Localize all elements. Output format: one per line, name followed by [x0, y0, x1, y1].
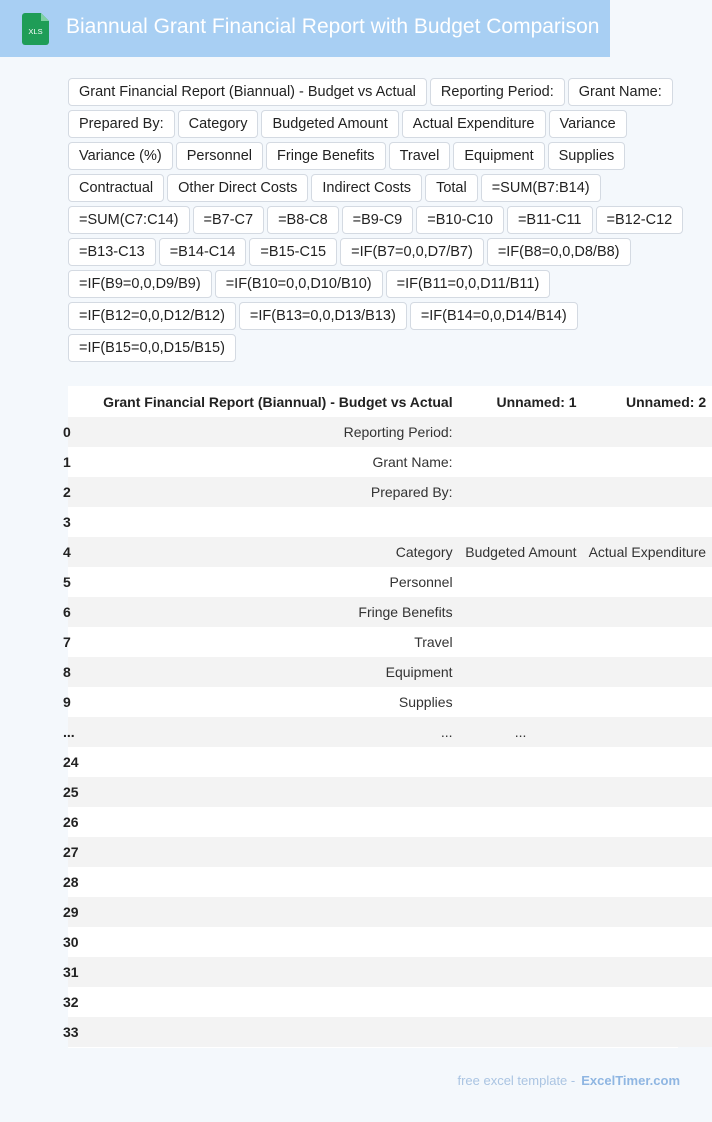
table-row — [68, 657, 712, 687]
tag-chip[interactable]: =IF(B13=0,0,D13/B13) — [239, 302, 407, 330]
table-cell[interactable] — [583, 1017, 712, 1047]
table-cell[interactable] — [79, 747, 459, 777]
tag-chip[interactable]: Grant Financial Report (Biannual) - Budget vs Actual — [68, 78, 427, 106]
row-index-label: 30 — [63, 934, 79, 950]
table-cell[interactable] — [583, 417, 712, 447]
table-cell[interactable]: ... — [459, 717, 583, 747]
table-row — [68, 987, 712, 1017]
table-row — [68, 627, 712, 657]
tag-chip[interactable]: Indirect Costs — [311, 174, 422, 202]
table-row — [68, 957, 712, 987]
table-header-row — [68, 386, 712, 417]
row-index — [63, 1017, 79, 1047]
table-cell[interactable] — [79, 897, 459, 927]
tag-chip[interactable]: =SUM(B7:B14) — [481, 174, 601, 202]
table-cell[interactable] — [459, 657, 583, 687]
table-cell[interactable]: Category — [79, 537, 459, 567]
tag-chip[interactable]: Prepared By: — [68, 110, 175, 138]
row-index — [63, 957, 79, 987]
tag-chip[interactable]: Travel — [389, 142, 451, 170]
table-row — [68, 567, 712, 597]
row-index-label: 28 — [63, 874, 79, 890]
row-index — [63, 657, 79, 687]
table-cell[interactable] — [583, 837, 712, 867]
table-cell[interactable] — [583, 687, 712, 717]
row-index-label: 2 — [63, 484, 71, 500]
table-cell[interactable] — [459, 807, 583, 837]
row-index — [63, 867, 79, 897]
table-cell[interactable] — [583, 627, 712, 657]
table-cell[interactable] — [583, 477, 712, 507]
table-cell[interactable] — [79, 777, 459, 807]
table-cell[interactable] — [583, 447, 712, 477]
footer-brand-link[interactable]: ExcelTimer.com — [581, 1073, 680, 1088]
table-cell[interactable]: Budgeted Amount — [459, 537, 583, 567]
row-index-label: 27 — [63, 844, 79, 860]
table-cell[interactable] — [583, 657, 712, 687]
row-index — [63, 567, 79, 597]
tag-chip[interactable]: =B12-C12 — [596, 206, 684, 234]
row-index — [63, 537, 79, 567]
table-cell[interactable] — [459, 597, 583, 627]
table-cell[interactable] — [79, 957, 459, 987]
table-cell[interactable]: Personnel — [79, 567, 459, 597]
footer — [457, 1073, 680, 1088]
table-row — [68, 537, 712, 567]
table-row — [68, 927, 712, 957]
row-index — [63, 477, 79, 507]
tag-chip[interactable]: =B11-C11 — [507, 206, 593, 234]
row-index-label: 9 — [63, 694, 71, 710]
data-table-container[interactable] — [63, 386, 707, 1048]
table-cell[interactable] — [583, 567, 712, 597]
tag-chip[interactable]: Category — [178, 110, 259, 138]
row-index — [63, 687, 79, 717]
tag-chip[interactable]: Fringe Benefits — [266, 142, 386, 170]
excel-file-icon — [22, 13, 49, 45]
table-cell[interactable] — [79, 807, 459, 837]
table-cell[interactable] — [583, 927, 712, 957]
table-cell[interactable] — [583, 747, 712, 777]
table-cell[interactable] — [459, 747, 583, 777]
row-index — [63, 807, 79, 837]
tag-chip[interactable]: =B8-C8 — [267, 206, 339, 234]
table-cell[interactable]: Fringe Benefits — [79, 597, 459, 627]
table-cell[interactable] — [79, 1017, 459, 1047]
table-cell[interactable] — [459, 927, 583, 957]
row-index-label: 26 — [63, 814, 79, 830]
row-index-label: 25 — [63, 784, 79, 800]
column-header[interactable]: Unnamed: 1 — [459, 386, 583, 417]
table-cell[interactable]: Actual Expenditure — [583, 537, 712, 567]
row-index — [63, 837, 79, 867]
table-cell[interactable] — [459, 957, 583, 987]
tag-chip[interactable]: =B14-C14 — [159, 238, 247, 266]
table-body — [63, 417, 712, 1047]
tag-chip[interactable]: =IF(B7=0,0,D7/B7) — [340, 238, 484, 266]
tag-chip[interactable]: =IF(B9=0,0,D9/B9) — [68, 270, 212, 298]
data-table — [63, 386, 712, 1047]
column-header[interactable]: Unnamed: 2 — [583, 386, 712, 417]
tag-chip[interactable]: Variance — [549, 110, 627, 138]
tag-chip[interactable]: Variance (%) — [68, 142, 173, 170]
row-index-label: ... — [63, 724, 75, 740]
table-row — [68, 867, 712, 897]
column-header[interactable]: Grant Financial Report (Biannual) - Budget vs Actual — [79, 386, 459, 417]
tag-chip[interactable]: =IF(B15=0,0,D15/B15) — [68, 334, 236, 362]
table-cell[interactable] — [583, 987, 712, 1017]
tag-chip[interactable]: =SUM(C7:C14) — [68, 206, 190, 234]
table-cell[interactable] — [459, 447, 583, 477]
table-cell[interactable] — [459, 897, 583, 927]
tag-chip[interactable]: =IF(B8=0,0,D8/B8) — [487, 238, 631, 266]
table-cell[interactable] — [459, 777, 583, 807]
row-index — [63, 987, 79, 1017]
table-row — [68, 1017, 712, 1047]
row-index-label: 6 — [63, 604, 71, 620]
row-index-label: 4 — [63, 544, 71, 560]
table-cell[interactable] — [459, 867, 583, 897]
row-index-label: 29 — [63, 904, 79, 920]
row-index-label: 31 — [63, 964, 79, 980]
tag-chip[interactable]: Grant Name: — [568, 78, 673, 106]
row-index — [63, 777, 79, 807]
tag-chip[interactable]: Supplies — [548, 142, 626, 170]
tag-chip[interactable]: =B9-C9 — [342, 206, 414, 234]
tag-chip[interactable]: =B7-C7 — [193, 206, 265, 234]
row-index-label: 0 — [63, 424, 71, 440]
row-index-label: 33 — [63, 1024, 79, 1040]
row-index — [63, 597, 79, 627]
footer-text: free excel template - — [457, 1073, 576, 1088]
table-cell[interactable] — [79, 867, 459, 897]
table-cell[interactable] — [583, 957, 712, 987]
tag-chip[interactable]: =IF(B12=0,0,D12/B12) — [68, 302, 236, 330]
tag-list — [68, 78, 688, 362]
page-header — [0, 0, 610, 57]
table-cell[interactable] — [79, 927, 459, 957]
tag-chip[interactable]: =IF(B11=0,0,D11/B11) — [386, 270, 551, 298]
table-cell[interactable] — [459, 477, 583, 507]
tag-chip[interactable]: =IF(B14=0,0,D14/B14) — [410, 302, 578, 330]
row-index — [63, 897, 79, 927]
table-row — [68, 477, 712, 507]
table-cell[interactable] — [459, 417, 583, 447]
table-row — [68, 717, 712, 747]
table-row — [68, 897, 712, 927]
table-row — [68, 837, 712, 867]
table-cell[interactable]: ... — [79, 717, 459, 747]
table-row — [68, 807, 712, 837]
row-index — [63, 627, 79, 657]
table-cell[interactable]: Prepared By: — [79, 477, 459, 507]
table-cell[interactable]: Supplies — [79, 687, 459, 717]
row-index-label: 5 — [63, 574, 71, 590]
row-index-label: 3 — [63, 514, 71, 530]
table-cell[interactable] — [79, 507, 459, 537]
table-row — [68, 417, 712, 447]
table-row — [68, 687, 712, 717]
tag-chip[interactable]: Actual Expenditure — [402, 110, 546, 138]
tag-chip[interactable]: Total — [425, 174, 478, 202]
tag-chip[interactable]: Contractual — [68, 174, 164, 202]
tag-chip[interactable]: Personnel — [176, 142, 263, 170]
row-index-label: 24 — [63, 754, 79, 770]
table-cell[interactable] — [459, 627, 583, 657]
tag-chip[interactable]: Equipment — [453, 142, 544, 170]
table-cell[interactable] — [583, 897, 712, 927]
row-index-label: 1 — [63, 454, 71, 470]
table-cell[interactable] — [459, 1017, 583, 1047]
table-cell[interactable]: Travel — [79, 627, 459, 657]
row-index — [63, 717, 79, 747]
table-cell[interactable] — [79, 837, 459, 867]
excel-icon-label: XLS — [28, 27, 43, 36]
tag-chip[interactable]: Reporting Period: — [430, 78, 565, 106]
row-index — [63, 747, 79, 777]
row-index-label: 7 — [63, 634, 71, 650]
row-index-label: 8 — [63, 664, 71, 680]
row-index — [63, 417, 79, 447]
table-cell[interactable]: Reporting Period: — [79, 417, 459, 447]
table-cell[interactable] — [459, 687, 583, 717]
tag-chip[interactable]: =B15-C15 — [249, 238, 337, 266]
row-index — [63, 507, 79, 537]
table-cell[interactable] — [459, 567, 583, 597]
table-cell[interactable] — [79, 987, 459, 1017]
table-cell[interactable] — [459, 837, 583, 867]
table-row — [68, 447, 712, 477]
page-title: Biannual Grant Financial Report with Budget Comparison — [66, 15, 600, 38]
row-index — [63, 927, 79, 957]
table-row — [68, 777, 712, 807]
table-cell[interactable] — [583, 597, 712, 627]
row-index-label: 32 — [63, 994, 79, 1010]
tag-chip[interactable]: Budgeted Amount — [261, 110, 398, 138]
tag-chip[interactable]: Other Direct Costs — [167, 174, 308, 202]
tag-chip[interactable]: =B10-C10 — [416, 206, 504, 234]
table-cell[interactable] — [583, 507, 712, 537]
table-cell[interactable]: Grant Name: — [79, 447, 459, 477]
table-row — [68, 597, 712, 627]
table-cell[interactable] — [583, 867, 712, 897]
table-cell[interactable] — [583, 807, 712, 837]
row-index — [63, 447, 79, 477]
table-cell[interactable] — [583, 777, 712, 807]
index-column-header — [68, 386, 79, 417]
tag-chip[interactable]: =B13-C13 — [68, 238, 156, 266]
table-cell[interactable] — [583, 717, 712, 747]
tag-chip[interactable]: =IF(B10=0,0,D10/B10) — [215, 270, 383, 298]
table-cell[interactable] — [459, 987, 583, 1017]
table-row — [68, 747, 712, 777]
table-row — [68, 507, 712, 537]
table-cell[interactable]: Equipment — [79, 657, 459, 687]
table-cell[interactable] — [459, 507, 583, 537]
